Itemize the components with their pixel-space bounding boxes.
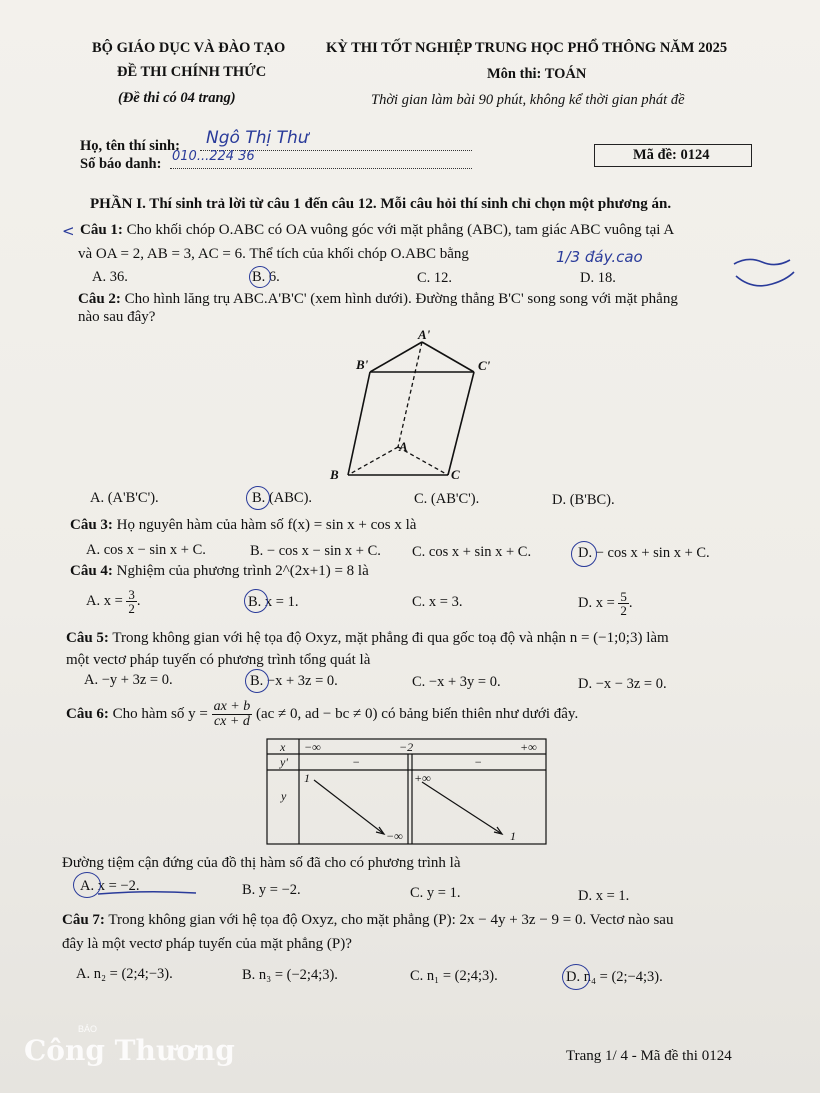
vt-yp: y'	[280, 755, 288, 769]
edge-a1-c1	[422, 342, 474, 372]
label-c: C	[451, 467, 460, 482]
answer-circle-q5	[245, 669, 269, 693]
arrow-right	[422, 782, 502, 834]
q5-option-d: D. −x − 3z = 0.	[578, 676, 667, 692]
exam-code-box	[594, 144, 752, 167]
q4-d-fraction: $\frac{5}{2}$	[620, 589, 627, 618]
q5-line1: Câu 5: Trong không gian với hệ tọa độ Oxyz, mặt phẳng đi qua gốc toạ độ và nhận n = (−1;0;3) làm	[66, 630, 669, 646]
q7-option-d: D. n₄ = (2;−4;3).	[566, 969, 663, 985]
q4-option-a: A. x = $\frac{3}{2}$ .	[86, 587, 141, 616]
q3-option-a: A. cos x − sin x + C.	[86, 542, 206, 558]
check-mark: <	[62, 222, 75, 240]
vt-m2: −2	[399, 740, 414, 754]
q1-option-a: A. 36.	[92, 269, 128, 285]
q3-line: Câu 3: Họ nguyên hàm của hàm số f(x) = sin x + cos x là	[70, 517, 417, 533]
variation-table	[266, 738, 548, 846]
q6-option-d: D. x = 1.	[578, 888, 630, 904]
q6-option-b: B. y = −2.	[242, 882, 301, 898]
q7-option-c: C. n₁ = (2;4;3).	[410, 968, 498, 984]
q4-option-b: B. x = 1.	[248, 594, 299, 610]
q6-option-a: A. x = −2.	[80, 878, 140, 894]
answer-circle-q4	[244, 589, 268, 613]
edge-b1-a1	[370, 342, 422, 372]
vt-minf: −∞	[304, 740, 321, 754]
vt-x: x	[280, 740, 286, 754]
q1-option-c: C. 12.	[417, 270, 453, 286]
q1-line1: Câu 1: Cho khối chóp O.ABC có OA vuông góc với mặt phẳng (ABC), tam giác ABC vuông tại A	[80, 222, 675, 238]
vt-y: y	[281, 789, 287, 803]
page-footer: Trang 1/ 4 - Mã đề thi 0124	[566, 1048, 732, 1064]
q6-question: Đường tiệm cận đứng của đồ thị hàm số đã cho có phương trình là	[62, 855, 461, 871]
ministry-name: BỘ GIÁO DỤC VÀ ĐÀO TẠO	[92, 40, 286, 56]
watermark-logo: Công Thương	[24, 1034, 235, 1067]
q5-option-a: A. −y + 3z = 0.	[84, 672, 173, 688]
q5-label: Câu 5:	[66, 630, 109, 646]
arrow-left	[314, 780, 384, 834]
q6-option-c: C. y = 1.	[410, 885, 461, 901]
watermark-small: BÁO	[78, 1024, 98, 1034]
id-label: Số báo danh:	[80, 156, 162, 172]
q5-option-b: B. −x + 3z = 0.	[250, 673, 338, 689]
q2-option-b: B. (ABC).	[252, 490, 313, 506]
official-label: ĐỀ THI CHÍNH THỨC	[117, 64, 267, 80]
answer-circle-q3	[571, 541, 597, 567]
q7-option-a: A. n₂ = (2;4;−3).	[76, 966, 173, 982]
answer-circle-q2	[246, 486, 270, 510]
vt-one-left: 1	[304, 771, 310, 785]
vt-minus2: −	[474, 755, 483, 769]
q6-fraction: $\frac{ax + b}{cx + d}$	[213, 699, 251, 729]
section-1-title: PHẦN I. Thí sinh trả lời từ câu 1 đến câu 12. Mỗi câu hỏi thí sinh chỉ chọn một phương án.	[90, 196, 672, 212]
label-a1: A'	[418, 327, 431, 342]
edge-a1-a	[398, 342, 422, 447]
answer-underline-q6	[96, 888, 200, 898]
q7-line2: đây là một vectơ pháp tuyến của mặt phẳng (P)?	[62, 936, 352, 952]
q4-line: Câu 4: Nghiệm của phương trình 2^(2x+1) = 8 là	[70, 563, 369, 579]
edge-b1-b	[348, 372, 370, 475]
q4-label: Câu 4:	[70, 563, 113, 579]
q2-line1: Câu 2: Cho hình lăng trụ ABC.A'B'C' (xem hình dưới). Đường thẳng B'C' song song với mặt phẳng	[78, 291, 678, 307]
q4-a-fraction: $\frac{3}{2}$	[128, 587, 135, 616]
subject: Môn thi: TOÁN	[487, 66, 587, 82]
q7-option-b: B. n₃ = (−2;4;3).	[242, 967, 338, 983]
vt-pinf: +∞	[520, 740, 537, 754]
q7-line1: Câu 7: Trong không gian với hệ tọa độ Oxyz, cho mặt phẳng (P): 2x − 4y + 3z − 9 = 0. Vectơ nào sau	[62, 912, 674, 928]
q6-label: Câu 6:	[66, 705, 109, 722]
vt-one-right: 1	[510, 829, 516, 843]
vt-minus1: −	[352, 755, 361, 769]
q4-option-c: C. x = 3.	[412, 594, 463, 610]
label-c1: C'	[478, 358, 491, 373]
time-note: Thời gian làm bài 90 phút, không kể thời gian phát đề	[371, 92, 685, 108]
exam-code: Mã đề: 0124	[633, 147, 710, 163]
id-handwriting: 010...224 36	[172, 149, 255, 164]
label-a: A	[399, 439, 408, 454]
q6-line: Câu 6: Cho hàm số y = $\frac{ax + b}{cx + d}$ (ac ≠ 0, ad − bc ≠ 0) có bảng biến thiên như dưới đây.	[66, 699, 579, 729]
q2-line2: nào sau đây?	[78, 309, 156, 325]
q2-label: Câu 2:	[78, 291, 121, 307]
q3-label: Câu 3:	[70, 517, 113, 533]
q5-option-c: C. −x + 3y = 0.	[412, 674, 501, 690]
q7-label: Câu 7:	[62, 912, 105, 928]
prism-figure	[320, 325, 500, 485]
label-b: B	[330, 467, 339, 482]
answer-circle-q7	[562, 964, 590, 990]
q1-option-d: D. 18.	[580, 270, 616, 286]
q2-option-d: D. (B'BC).	[552, 492, 615, 508]
handwritten-note: 1/3 đáy.cao	[556, 248, 643, 266]
name-label: Họ, tên thí sinh:	[80, 138, 180, 154]
q1-line2: và OA = 2, AB = 3, AC = 6. Thể tích của khối chóp O.ABC bằng	[78, 246, 469, 262]
q3-option-d: D. − cos x + sin x + C.	[578, 545, 710, 561]
q3-option-b: B. − cos x − sin x + C.	[250, 543, 381, 559]
name-handwriting: Ngô Thị Thư	[206, 128, 309, 148]
answer-circle-q1	[249, 266, 271, 288]
vt-minf2: −∞	[386, 829, 403, 843]
q1-label: Câu 1:	[80, 222, 123, 238]
q2-option-a: A. (A'B'C').	[90, 490, 159, 506]
label-b1: B'	[356, 357, 369, 372]
vt-pinf2: +∞	[414, 771, 431, 785]
q3-option-c: C. cos x + sin x + C.	[412, 544, 532, 560]
scribble-mark	[728, 254, 798, 294]
q1-option-b: B. 6.	[252, 269, 280, 285]
q2-option-c: C. (AB'C').	[414, 491, 480, 507]
exam-title: KỲ THI TỐT NGHIỆP TRUNG HỌC PHỔ THÔNG NĂM 2025	[326, 40, 728, 56]
edge-c1-c	[448, 372, 474, 475]
pages-note: (Đề thi có 04 trang)	[118, 90, 236, 106]
q5-line2: một vectơ pháp tuyến có phương trình tổng quát là	[66, 652, 371, 668]
edge-a-b	[348, 447, 398, 475]
q4-option-d: D. x = $\frac{5}{2}$ .	[578, 589, 633, 618]
